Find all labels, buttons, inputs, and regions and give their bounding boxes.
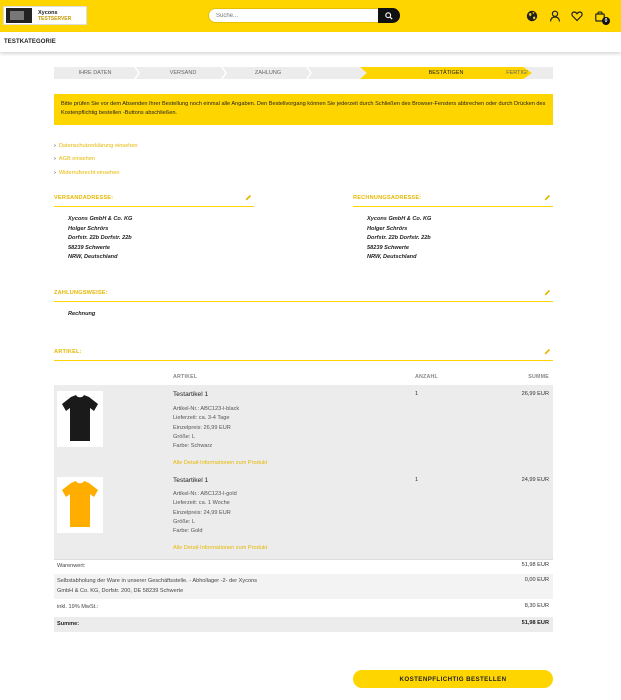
col-quantity: ANZAHL [415, 374, 438, 380]
total-row-bg [54, 617, 553, 632]
step-done: FERTIG! [506, 70, 528, 76]
divider [54, 360, 553, 361]
divider [54, 559, 553, 560]
search-bar [208, 8, 400, 23]
divider [54, 301, 553, 302]
divider [54, 206, 254, 207]
product-image[interactable] [57, 391, 103, 447]
logo-line2: TESTSERVER [38, 15, 72, 22]
language-button[interactable] [525, 9, 538, 22]
heart-icon [571, 10, 583, 22]
item-sum: 26,99 EUR [521, 391, 549, 397]
top-header [0, 0, 621, 32]
tshirt-shape [62, 481, 98, 527]
product-detail-link[interactable]: Alle Detail-Informationen zum Produkt [173, 460, 268, 466]
shipping-method-label: Selbstabholung der Ware in unserer Geschäftsstelle. - Abhollager -2- der Xycons GmbH & Co. KG, Dorfstr. 200, DE 58239 Schwerte [57, 578, 258, 594]
item-sum: 24,99 EUR [521, 477, 549, 483]
total-value: 51,98 EUR [521, 620, 549, 626]
nav-category-link[interactable]: TESTKATEGORIE [4, 39, 56, 45]
total-label: Summe: [57, 621, 80, 627]
review-notice: Bitte prüfen Sie vor dem Absenden Ihrer Bestellung noch einmal alle Angaben. Den Bestellvorgang können Sie jederzeit durch Schließen des Browser-Fensters abbrechen oder durch Drücken des Kostenpflichtig bestellen -Buttons abschließen. [54, 94, 553, 125]
shipping-address: Xycons GmbH & Co. KG Holger Schrörs Dorfstr. 22b Dorfstr. 22b 58239 Schwerte NRW, Deutschland [68, 216, 133, 260]
col-article: ARTIKEL [173, 374, 198, 380]
chevron-right-icon: › [54, 170, 56, 176]
payment-title: ZAHLUNGSWEISE: [54, 290, 108, 296]
checkout-progress [54, 67, 553, 79]
toggle-privacy[interactable]: › Datenschutzerklärung einsehen [54, 143, 138, 149]
tshirt-shape [62, 395, 98, 441]
product-name: Testartikel 1 [173, 391, 209, 398]
billing-address: Xycons GmbH & Co. KG Holger Schrörs Dorfstr. 22b Dorfstr. 22b 58239 Schwerte NRW, Deutschland [367, 216, 432, 260]
vat-value: 8,30 EUR [524, 603, 549, 609]
product-name: Testartikel 1 [173, 477, 209, 484]
toggle-withdrawal[interactable]: › Widerrufsrecht einsehen [54, 170, 120, 176]
user-icon [549, 10, 561, 22]
toggle-terms[interactable]: › AGB einsehen [54, 156, 95, 162]
product-image[interactable] [57, 477, 103, 533]
globe-icon [526, 10, 538, 22]
item-quantity: 1 [415, 477, 419, 483]
category-nav [0, 32, 621, 52]
step-shipping[interactable]: VERSAND [169, 70, 197, 76]
cart-count-badge: 0 [602, 17, 610, 25]
col-sum: SUMME [528, 374, 549, 380]
wishlist-button[interactable] [570, 9, 583, 22]
payment-method: Rechnung [68, 311, 96, 317]
product-detail-link[interactable]: Alle Detail-Informationen zum Produkt [173, 545, 268, 551]
step-your-data[interactable]: IHRE DATEN [78, 70, 112, 76]
edit-payment-icon[interactable] [544, 289, 551, 296]
shipping-address-title: VERSANDADRESSE: [54, 195, 114, 201]
logo-line1: Xycons [38, 9, 58, 16]
goods-value-label: Warenwert: [57, 563, 86, 569]
tshirt-image [57, 391, 103, 447]
step-payment[interactable]: ZAHLUNG [254, 70, 282, 76]
logo-graphic [6, 8, 32, 23]
product-details: Artikel-Nr.: ABC123-l-black Lieferzeit: ca. 3-4 Tage Einzelpreis: 26,99 EUR Größe: L Farbe: Schwarz [173, 406, 240, 450]
product-details: Artikel-Nr.: ABC123-l-gold Lieferzeit: ca. 1 Woche Einzelpreis: 24,99 EUR Größe: L Farbe: Gold [173, 491, 237, 535]
goods-value: 51,98 EUR [521, 562, 549, 568]
articles-table-body [54, 385, 553, 560]
search-icon [385, 12, 393, 20]
shop-logo[interactable] [3, 6, 87, 25]
place-order-button[interactable]: KOSTENPFLICHTIG BESTELLEN [353, 670, 553, 688]
chevron-right-icon: › [54, 143, 56, 149]
articles-title: ARTIKEL: [54, 349, 82, 355]
search-button[interactable] [378, 8, 400, 23]
edit-billing-icon[interactable] [544, 194, 551, 201]
item-quantity: 1 [415, 391, 419, 397]
edit-shipping-icon[interactable] [245, 194, 252, 201]
account-button[interactable] [548, 9, 561, 22]
billing-address-title: RECHNUNGSADRESSE: [353, 195, 422, 201]
chevron-right-icon: › [54, 156, 56, 162]
divider [353, 206, 553, 207]
vat-label: inkl. 19% MwSt.: [57, 604, 99, 610]
tshirt-image [57, 477, 103, 533]
edit-articles-icon[interactable] [544, 348, 551, 355]
step-confirm: BESTÄTIGEN [428, 70, 464, 76]
search-input[interactable] [209, 9, 377, 22]
shipping-cost: 0,00 EUR [524, 577, 549, 583]
cart-button[interactable] [593, 9, 606, 22]
